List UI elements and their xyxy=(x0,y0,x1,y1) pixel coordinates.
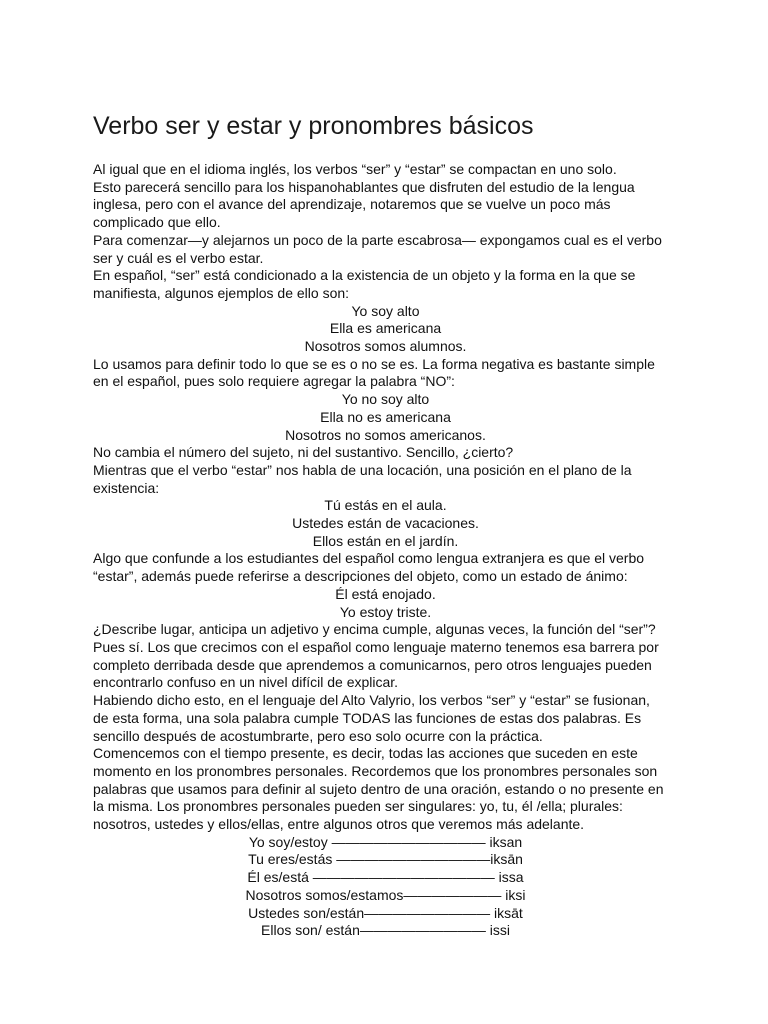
document-body xyxy=(93,111,678,940)
text-line: Para comenzar—y alejarnos un poco de la parte escabrosa— expongamos cual es el verbo xyxy=(93,231,662,248)
example-line: Ellos están en el jardín. xyxy=(312,532,459,549)
text-line: Esto parecerá sencillo para los hispanohablantes que disfruten del estudio de la lengua xyxy=(93,178,635,195)
text-line: existencia: xyxy=(93,479,160,496)
text-line: complicado que ello. xyxy=(93,214,221,231)
example-line: Ella es americana xyxy=(329,320,442,337)
text-line: ¿Describe lugar, anticipa un adjetivo y encima cumple, algunas veces, la función del “ser”? xyxy=(93,621,656,638)
example-line: Ella no es americana xyxy=(320,408,451,425)
text-line: Comencemos con el tiempo presente, es decir, todas las acciones que suceden en este xyxy=(93,745,638,762)
example-line: Nosotros somos/estamos——————— iksi xyxy=(245,886,526,903)
example-line: Yo no soy alto xyxy=(341,391,430,408)
example-line: Ustedes están de vacaciones. xyxy=(292,515,479,532)
example-line: Ustedes son/están————————— iksāt xyxy=(248,904,523,921)
paragraph-lines xyxy=(93,161,678,940)
example-line: Nosotros no somos americanos. xyxy=(285,426,486,443)
text-line: palabras que usamos para definir al sujeto dentro de una oración, estando o no presente en xyxy=(93,780,664,797)
example-line: Él es/está ————————————— issa xyxy=(247,869,524,886)
text-line: en el español, pues solo requiere agregar la palabra “NO”: xyxy=(93,373,455,390)
text-line: ser y cuál es el verbo estar. xyxy=(93,249,264,266)
text-line: completo derribada desde que aprendemos a comunicarnos, pero otros lenguajes pueden xyxy=(93,656,652,673)
text-line: Mientras que el verbo “estar” nos habla de una locación, una posición en el plano de la xyxy=(93,461,632,478)
text-line: sencillo después de acostumbrarte, pero eso solo ocurre con la práctica. xyxy=(93,727,543,744)
text-line: manifiesta, algunos ejemplos de ello son: xyxy=(93,284,350,301)
text-line: Habiendo dicho esto, en el lenguaje del Alto Valyrio, los verbos “ser” y “estar” se fusionan, xyxy=(93,692,650,709)
text-line: Pues sí. Los que crecimos con el español como lenguaje materno tenemos esa barrera por xyxy=(93,638,659,655)
text-line: la misma. Los pronombres personales pueden ser singulares: yo, tu, él /ella; plurales: xyxy=(93,798,623,815)
example-line: Tu eres/estás ———————————iksān xyxy=(248,851,523,868)
example-line: Yo soy alto xyxy=(351,302,420,319)
text-line: En español, “ser” está condicionado a la existencia de un objeto y la forma en la que se xyxy=(93,267,636,284)
text-line: encontrarlo confuso en un nivel difícil de explicar. xyxy=(93,674,399,691)
example-line: Tú estás en el aula. xyxy=(324,497,447,514)
text-line: momento en los pronombres personales. Recordemos que los pronombres personales son xyxy=(93,762,658,779)
text-line: Lo usamos para definir todo lo que se es o no se es. La forma negativa es bastante simple xyxy=(93,355,655,372)
text-line: Algo que confunde a los estudiantes del español como lengua extranjera es que el verbo xyxy=(93,550,645,567)
example-line: Ellos son/ están————————— issi xyxy=(261,922,510,939)
example-line: Él está enojado. xyxy=(335,585,436,602)
text-line: nosotros, ustedes y ellos/ellas, entre algunos otros que veremos más adelante. xyxy=(93,816,585,833)
text-line: inglesa, pero con el avance del aprendizaje, notaremos que se vuelve un poco más xyxy=(93,196,611,213)
text-line: No cambia el número del sujeto, ni del sustantivo. Sencillo, ¿cierto? xyxy=(93,444,514,461)
example-line: Nosotros somos alumnos. xyxy=(304,338,467,355)
example-line: Yo soy/estoy ——————————— iksan xyxy=(248,833,523,850)
text-line: Al igual que en el idioma inglés, los verbos “ser” y “estar” se compactan en uno solo. xyxy=(93,161,617,177)
example-line: Yo estoy triste. xyxy=(339,603,432,620)
text-line: de esta forma, una sola palabra cumple TODAS las funciones de estas dos palabras. Es xyxy=(93,709,642,726)
page-title: Verbo ser y estar y pronombres básicos xyxy=(93,112,534,140)
text-line: “estar”, además puede referirse a descripciones del objeto, como un estado de ánimo: xyxy=(93,568,628,585)
